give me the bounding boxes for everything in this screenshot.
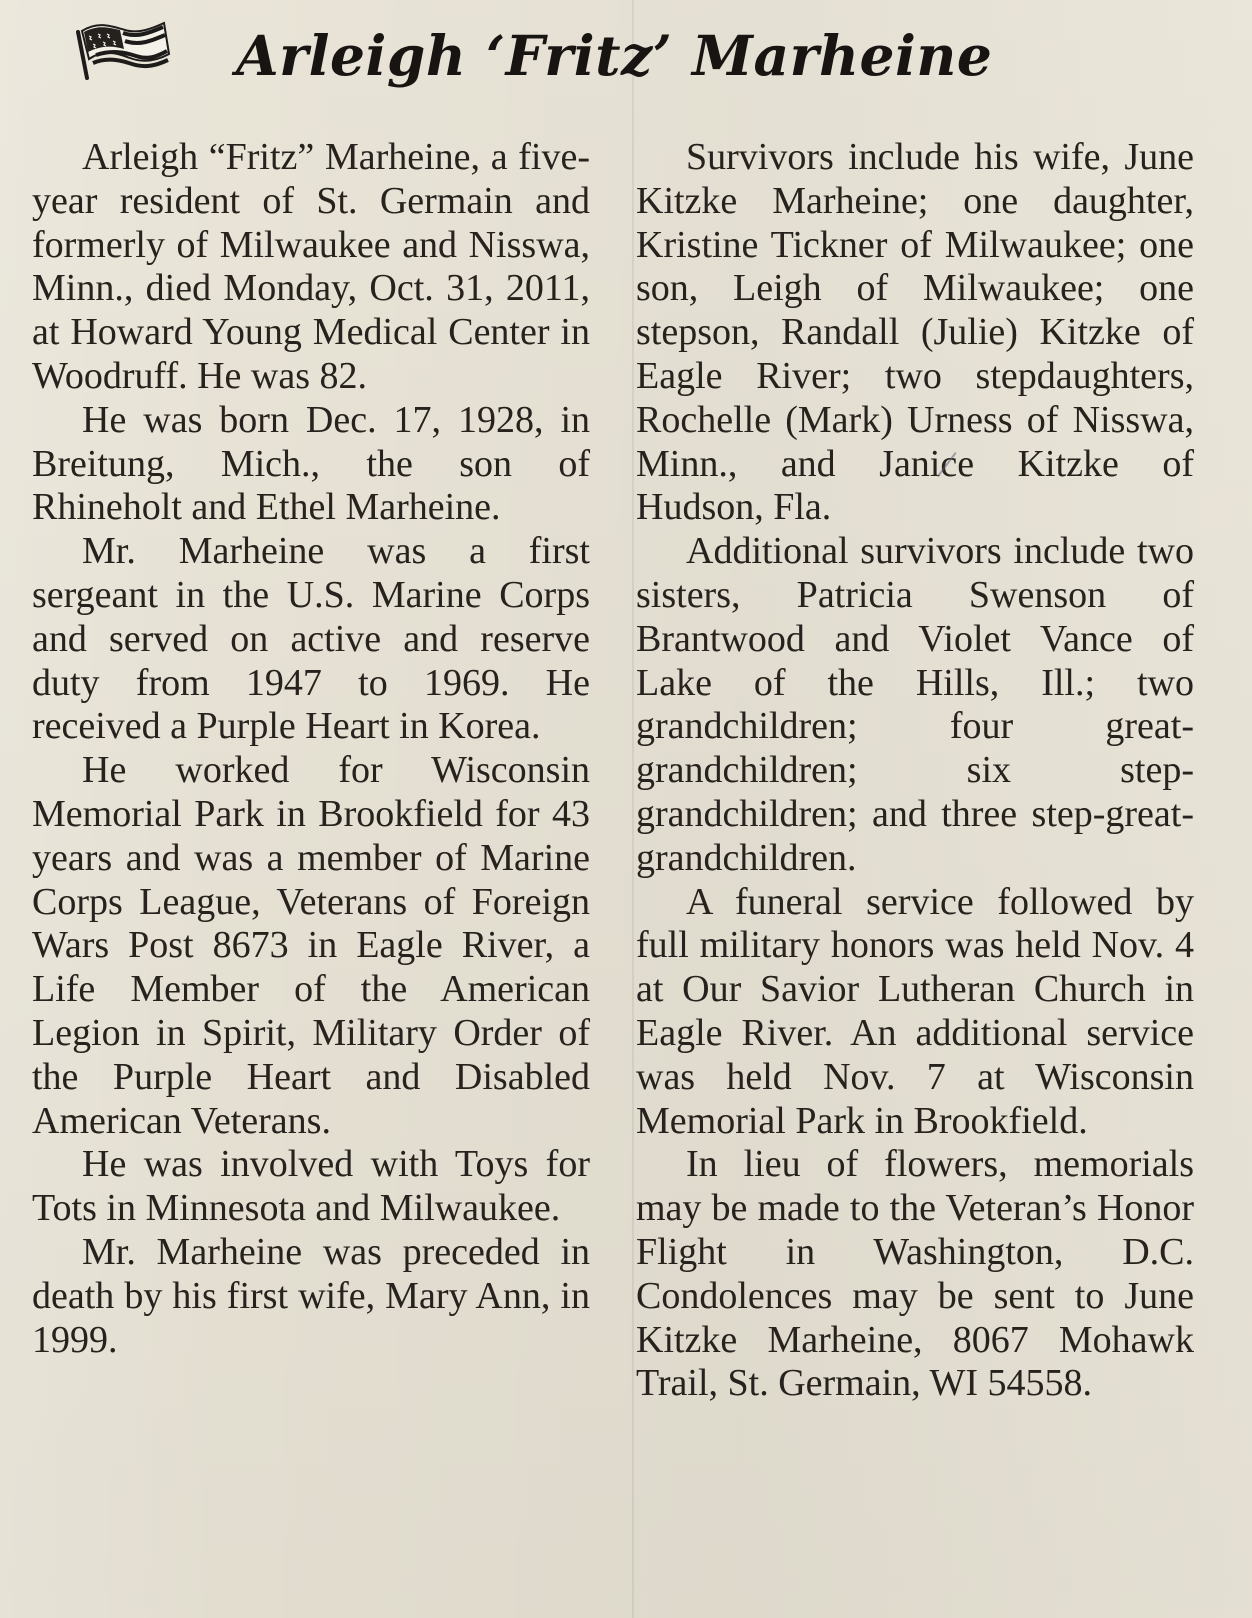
obituary-paragraph: Survivors include his wife, June Kitzke Marheine; one daughter, Kristine Tickner of Milwaukee; one son, Leigh of Milwaukee; one stepson, Randall (Julie) Kitzke of Eagle River; two stepdaughters, Rochelle (Mark) Urness of Nisswa, Minn., and Janice Kitzke of Hudson, Fla. [636,136,1194,529]
obituary-paragraph: He worked for Wisconsin Memorial Park in Brookfield for 43 years and was a member of Marine Corps League, Veterans of Foreign Wars Post 8673 in Eagle River, a Life Member of the American Legion in Spirit, Military Order of the Purple Heart and Disabled American Veterans. [32,749,590,1142]
obituary-paragraph: Additional survivors include two sisters, Patricia Swenson of Brantwood and Violet Vance of Lake of the Hills, Ill.; two grandchildren; four great-grandchildren; six step-grandchildren; and three step-great-grandchildren. [636,530,1194,879]
column-fold-shadow [632,0,634,1618]
american-flag-icon [76,18,172,82]
obituary-paragraph: In lieu of flowers, memorials may be made to the Veteran’s Honor Flight in Washington, D.C. Condolences may be sent to June Kitzke Marheine, 8067 Mohawk Trail, St. Germain, WI 54558. [636,1143,1194,1405]
obituary-paragraph: Arleigh “Fritz” Marheine, a five-year resident of St. Germain and formerly of Milwaukee and Nisswa, Minn., died Monday, Oct. 31, 2011, at Howard Young Medical Center in Woodruff. He was 82. [32,136,590,397]
obituary-paragraph: A funeral service followed by full military honors was held Nov. 4 at Our Savior Lutheran Church in Eagle River. An additional service was held Nov. 7 at Wisconsin Memorial Park in Brookfield. [636,880,1194,1142]
right-column [636,136,1194,1406]
obituary-paragraph: He was born Dec. 17, 1928, in Breitung, Mich., the son of Rhineholt and Ethel Marheine. [32,398,590,529]
left-column [32,136,590,1362]
obituary-paragraph: Mr. Marheine was a first sergeant in the U.S. Marine Corps and served on active and reserve duty from 1947 to 1969. He received a Purple Heart in Korea. [32,530,590,748]
page-title: Arleigh ‘Fritz’ Marheine [236,23,993,88]
obituary-header [76,10,1106,110]
obituary-paragraph: He was involved with Toys for Tots in Minnesota and Milwaukee. [32,1143,590,1230]
obituary-paragraph: Mr. Marheine was preceded in death by his first wife, Mary Ann, in 1999. [32,1230,590,1361]
